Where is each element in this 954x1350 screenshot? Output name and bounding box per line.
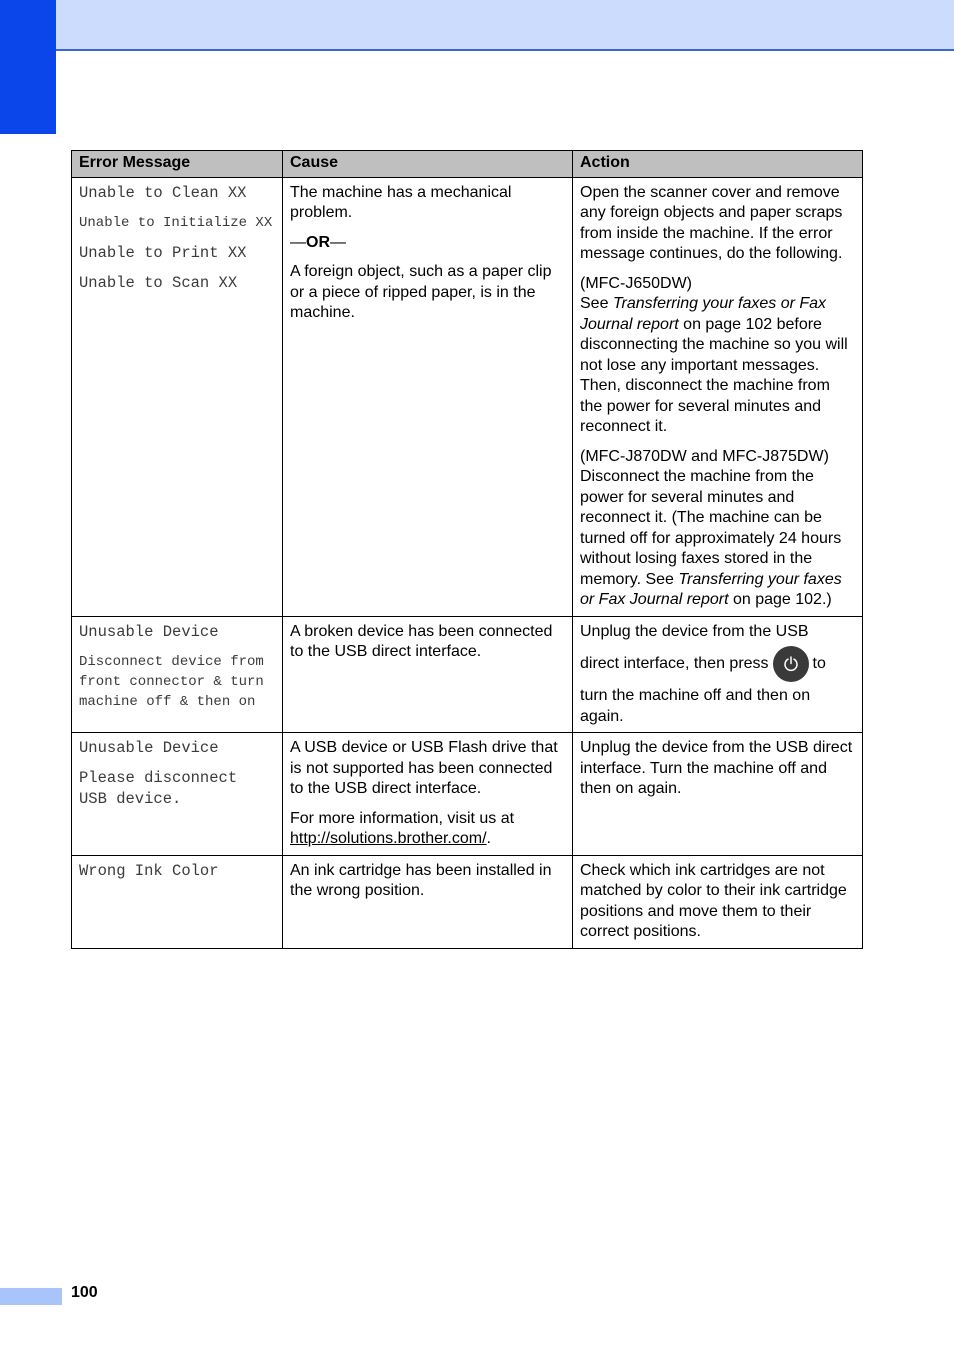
error-detail: front connector & turn: [79, 673, 264, 690]
error-cell: [72, 177, 283, 616]
error-message: Unusable Device: [79, 622, 219, 641]
table-row: [72, 177, 863, 616]
header-action: Action: [573, 151, 863, 178]
action-text: Check which ink cartridges are not matched by color to their ink cartridge positions and move them to their correct positions.: [580, 861, 847, 940]
table-row: [72, 855, 863, 948]
support-link[interactable]: http://solutions.brother.com/: [290, 830, 487, 847]
chapter-tab: [0, 0, 56, 134]
table-header-row: [72, 151, 863, 178]
action-cell: [573, 177, 863, 616]
error-message: Unable to Clean XX: [79, 183, 247, 202]
cause-text: A broken device has been connected to the USB direct interface.: [290, 622, 553, 660]
cause-cell: [283, 616, 573, 733]
page-number: 100: [71, 1284, 98, 1301]
error-message: Unable to Scan XX: [79, 273, 238, 292]
error-cell: [72, 733, 283, 856]
action-cell: [573, 855, 863, 948]
action-cell: [573, 616, 863, 733]
error-detail: machine off & then on: [79, 693, 256, 710]
table-row: [72, 733, 863, 856]
error-message: Unusable Device: [79, 739, 219, 757]
action-text: Unplug the device from the USB: [580, 622, 809, 640]
error-message: Unable to Initialize XX: [79, 214, 273, 231]
error-detail: USB device.: [79, 790, 182, 808]
cause-cell: [283, 177, 573, 616]
error-detail: Disconnect device from: [79, 653, 264, 670]
action-cell: [573, 733, 863, 856]
or-separator: —OR—: [290, 233, 346, 251]
error-detail: Please disconnect: [79, 769, 238, 787]
error-message: Unable to Print XX: [79, 243, 247, 262]
action-text: Unplug the device from the USB direct interface. Turn the machine off and then on again.: [580, 739, 853, 797]
cause-text: An ink cartridge has been installed in the wrong position.: [290, 861, 552, 899]
cause-text: A USB device or USB Flash drive that is not supported has been connected to the USB direct interface.: [290, 739, 558, 797]
cause-cell: [283, 855, 573, 948]
cross-reference: Transferring your faxes or Fax Journal report: [580, 570, 842, 608]
error-message: Wrong Ink Color: [79, 861, 219, 880]
header-cause: Cause: [283, 151, 573, 178]
cause-cell: [283, 733, 573, 856]
action-text: (MFC-J650DW) See Transferring your faxes or Fax Journal report on page 102 before disconnecting the machine so you will not lose any important messages. Then, disconnect the machine from the power for several minutes and reconnect it.: [580, 274, 848, 435]
error-table: [71, 150, 863, 949]
header-error-message: Error Message: [72, 151, 283, 178]
action-text: (MFC-J870DW and MFC-J875DW) Disconnect the machine from the power for several minutes and reconnect it. (The machine can be turned off for approximately 24 hours without losing faxes stored in the memory. See Transferring your faxes or Fax Journal report on page 102.): [580, 447, 842, 608]
header-band: [0, 0, 954, 51]
action-text: direct interface, then press to: [580, 642, 856, 686]
action-text: Open the scanner cover and remove any foreign objects and paper scraps from inside the machine. If the error message continues, do the following.: [580, 183, 843, 262]
action-text: turn the machine off and then on again.: [580, 687, 811, 725]
power-icon: [773, 646, 809, 682]
error-cell: [72, 855, 283, 948]
cross-reference: Transferring your faxes or Fax Journal report: [580, 295, 827, 333]
page-tab: [0, 1288, 62, 1305]
cause-text: The machine has a mechanical problem.: [290, 183, 512, 221]
error-cell: [72, 616, 283, 733]
cause-text: For more information, visit us at http://solutions.brother.com/.: [290, 809, 515, 847]
table-row: [72, 616, 863, 733]
cause-text: A foreign object, such as a paper clip or a piece of ripped paper, is in the machine.: [290, 263, 552, 321]
